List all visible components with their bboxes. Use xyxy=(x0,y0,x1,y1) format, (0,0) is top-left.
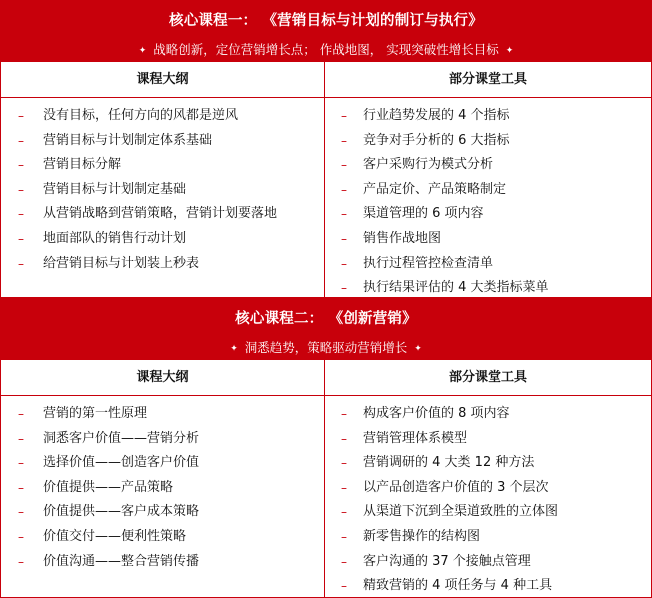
dash-bullet-icon: – xyxy=(18,182,24,197)
dash-bullet-icon: – xyxy=(18,431,24,446)
section-2-title: 核心课程二： 《创新营销》 xyxy=(235,311,417,327)
section-1-title: 核心课程一： 《营销目标与计划的制订与执行》 xyxy=(169,13,483,29)
dash-bullet-icon: – xyxy=(18,256,24,271)
course-section-2 xyxy=(0,298,652,598)
outline-header: 课程大纲 xyxy=(1,360,324,396)
dash-bullet-icon: – xyxy=(18,505,24,520)
list-item-text: 选择价值——创造客户价值 xyxy=(43,455,200,471)
list-item-text: 营销管理体系模型 xyxy=(363,430,468,446)
list-item xyxy=(325,451,651,476)
diamond-icon: ✦ xyxy=(138,46,147,56)
dash-bullet-icon: – xyxy=(18,109,24,123)
dash-bullet-icon: – xyxy=(18,554,24,569)
outline-header: 课程大纲 xyxy=(1,62,324,98)
dash-bullet-icon: – xyxy=(18,207,24,222)
list-item xyxy=(1,104,324,129)
list-item xyxy=(325,525,651,550)
list-item xyxy=(325,500,651,525)
section-1-subtitle-text: 战略创新，定位营销增长点； 作战地图， 实现突破性增长目标 xyxy=(153,42,499,57)
list-item-text: 营销目标分解 xyxy=(43,157,122,173)
list-item xyxy=(1,476,324,501)
dash-bullet-icon: – xyxy=(341,109,347,123)
list-item xyxy=(325,427,651,452)
list-item-text: 从渠道下沉到全渠道致胜的立体图 xyxy=(363,504,559,520)
list-item xyxy=(1,178,324,203)
dash-bullet-icon: – xyxy=(18,480,24,495)
list-item xyxy=(325,402,651,427)
dash-bullet-icon: – xyxy=(341,407,347,421)
list-item xyxy=(325,252,651,277)
list-item-text: 客户采购行为模式分析 xyxy=(363,157,494,173)
dash-bullet-icon: – xyxy=(341,505,347,520)
section-1-banner xyxy=(1,1,651,62)
list-item xyxy=(325,574,651,598)
diamond-icon: ✦ xyxy=(414,344,422,354)
list-item xyxy=(1,451,324,476)
outline-list xyxy=(1,396,324,574)
list-item-text: 地面部队的销售行动计划 xyxy=(43,230,187,246)
dash-bullet-icon: – xyxy=(341,207,347,222)
list-item xyxy=(1,227,324,252)
list-item-text: 营销调研的 4 大类 12 种方法 xyxy=(363,455,535,471)
list-item-text: 精致营销的 4 项任务与 4 种工具 xyxy=(363,578,553,594)
list-item-text: 构成客户价值的 8 项内容 xyxy=(363,406,510,421)
list-item-text: 行业趋势发展的 4 个指标 xyxy=(363,108,510,123)
list-item-text: 洞悉客户价值——营销分析 xyxy=(43,430,200,446)
list-item xyxy=(325,227,651,252)
course-section-1 xyxy=(0,0,652,298)
dash-bullet-icon: – xyxy=(18,407,24,421)
list-item-text: 给营销目标与计划装上秒表 xyxy=(43,255,200,271)
list-item-text: 以产品创造客户价值的 3 个层次 xyxy=(363,479,549,495)
list-item-text: 客户沟通的 37 个接触点管理 xyxy=(363,553,531,569)
section-2-outline-column xyxy=(1,360,325,597)
dash-bullet-icon: – xyxy=(341,431,347,446)
list-item xyxy=(1,202,324,227)
list-item xyxy=(325,202,651,227)
section-1-tools-column xyxy=(325,62,651,297)
list-item xyxy=(325,153,651,178)
dash-bullet-icon: – xyxy=(341,579,347,594)
list-item xyxy=(1,525,324,550)
section-2-tools-column xyxy=(325,360,651,597)
dash-bullet-icon: – xyxy=(341,158,347,173)
dash-bullet-icon: – xyxy=(341,281,347,296)
list-item xyxy=(1,129,324,154)
list-item-text: 新零售操作的结构图 xyxy=(363,528,481,544)
list-item-text: 价值提供——客户成本策略 xyxy=(43,504,200,520)
list-item-text: 价值提供——产品策略 xyxy=(43,479,174,495)
dash-bullet-icon: – xyxy=(18,529,24,544)
section-1-subtitle xyxy=(1,40,651,58)
tools-header: 部分课堂工具 xyxy=(325,360,651,396)
list-item-text: 价值沟通——整合营销传播 xyxy=(43,553,200,569)
dash-bullet-icon: – xyxy=(341,182,347,197)
list-item xyxy=(1,402,324,427)
tools-header: 部分课堂工具 xyxy=(325,62,651,98)
dash-bullet-icon: – xyxy=(341,554,347,569)
dash-bullet-icon: – xyxy=(341,133,347,148)
list-item xyxy=(1,153,324,178)
dash-bullet-icon: – xyxy=(18,456,24,471)
list-item-text: 执行结果评估的 4 大类指标菜单 xyxy=(363,280,549,296)
section-1-outline-column xyxy=(1,62,325,297)
dash-bullet-icon: – xyxy=(341,231,347,246)
section-2-banner xyxy=(1,299,651,360)
section-1-columns xyxy=(1,62,651,297)
list-item-text: 营销目标与计划制定体系基础 xyxy=(43,132,213,148)
dash-bullet-icon: – xyxy=(341,256,347,271)
tools-list xyxy=(325,98,651,301)
list-item xyxy=(325,104,651,129)
list-item-text: 从营销战略到营销策略，营销计划要落地 xyxy=(43,206,278,222)
dash-bullet-icon: – xyxy=(18,231,24,246)
list-item xyxy=(1,252,324,277)
dash-bullet-icon: – xyxy=(341,480,347,495)
section-2-columns xyxy=(1,360,651,597)
section-2-subtitle xyxy=(1,338,651,356)
section-2-subtitle-text: 洞悉趋势，策略驱动营销增长 xyxy=(244,340,408,355)
list-item xyxy=(1,427,324,452)
dash-bullet-icon: – xyxy=(18,133,24,148)
outline-list xyxy=(1,98,324,276)
list-item-text: 渠道管理的 6 项内容 xyxy=(363,206,484,222)
tools-list xyxy=(325,396,651,598)
list-item-text: 营销目标与计划制定基础 xyxy=(43,181,187,197)
list-item-text: 产品定价、产品策略制定 xyxy=(363,181,507,197)
list-item-text: 竞争对手分析的 6 大指标 xyxy=(363,132,510,148)
list-item-text: 销售作战地图 xyxy=(363,230,442,246)
diamond-icon: ✦ xyxy=(230,344,238,354)
list-item xyxy=(325,129,651,154)
dash-bullet-icon: – xyxy=(18,158,24,173)
list-item xyxy=(325,178,651,203)
dash-bullet-icon: – xyxy=(341,529,347,544)
list-item xyxy=(1,550,324,575)
list-item-text: 没有目标，任何方向的风都是逆风 xyxy=(43,108,239,123)
list-item-text: 价值交付——便利性策略 xyxy=(43,528,187,544)
list-item-text: 营销的第一性原理 xyxy=(43,406,148,421)
list-item-text: 执行过程管控检查清单 xyxy=(363,255,494,271)
list-item xyxy=(325,550,651,575)
diamond-icon: ✦ xyxy=(505,46,514,56)
dash-bullet-icon: – xyxy=(341,456,347,471)
list-item xyxy=(1,500,324,525)
list-item xyxy=(325,476,651,501)
